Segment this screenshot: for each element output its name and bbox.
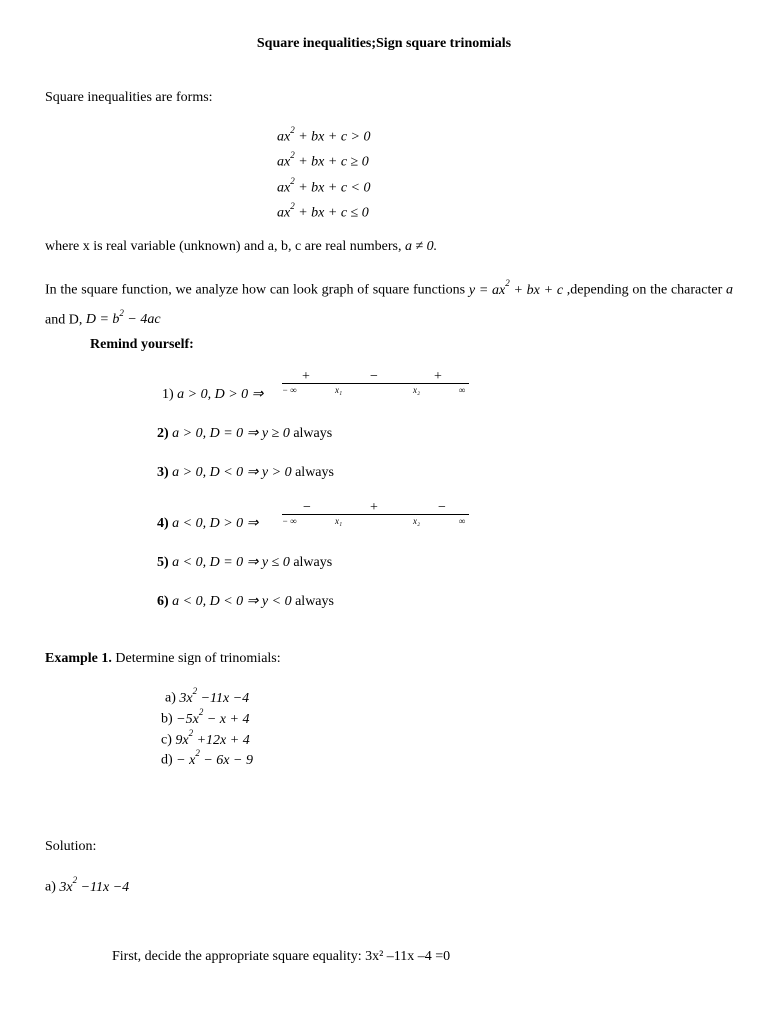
case-6-always: always	[295, 594, 334, 609]
case-2	[157, 427, 332, 441]
case-4-x1: x₁	[335, 516, 343, 526]
case-4	[157, 517, 258, 531]
page-title: Square inequalities;Sign square trinomials	[256, 36, 512, 51]
form-2-rel: ≥ 0	[350, 154, 369, 170]
example-text: Determine sign of trinomials:	[115, 651, 281, 666]
case-1-x2: x₂	[413, 385, 421, 395]
form-2: $ax^2$ + bx + c ≥ 0	[277, 150, 369, 170]
form-4: $ax^2$ + bx + c ≤ 0	[277, 201, 369, 221]
case-3-num: 3)	[157, 465, 169, 480]
case-1-inf: ∞	[459, 385, 466, 395]
case-5-num: 5)	[157, 555, 169, 570]
example-label: Example 1.	[45, 651, 112, 666]
para-and: and D,	[45, 312, 83, 328]
trinomial-d	[161, 748, 253, 768]
case-1-sign-2: −	[370, 369, 378, 384]
trinomial-b	[161, 707, 250, 727]
case-6-result: y < 0	[261, 594, 292, 609]
where-text	[45, 240, 437, 254]
trinomial-a	[165, 686, 250, 706]
case-4-cond: a < 0, D > 0 ⇒	[172, 516, 259, 531]
case-4-sign-1: −	[303, 500, 311, 515]
case-5	[157, 556, 332, 570]
form-1-rel: > 0	[350, 129, 371, 145]
analysis-paragraph	[45, 273, 733, 332]
para-a: a	[726, 282, 733, 298]
case-4-x2: x₂	[413, 516, 421, 526]
case-4-neg-inf: − ∞	[282, 516, 297, 526]
case-5-always: always	[293, 555, 333, 570]
form-3-rel: < 0	[350, 180, 371, 196]
case-6-cond: a < 0, D < 0 ⇒	[172, 594, 259, 609]
case-6-num: 6)	[157, 594, 169, 609]
solution-a-letter: a)	[45, 879, 56, 895]
case-3	[157, 466, 334, 480]
form-4-rel: ≤ 0	[350, 205, 369, 221]
para-start: In the square function, we analyze how can look graph of square functions	[45, 282, 466, 298]
solution-a	[45, 875, 130, 895]
case-1	[162, 388, 263, 402]
case-5-cond: a < 0, D = 0 ⇒	[172, 555, 259, 570]
para-func: $y = ax^2$ + bx + c	[468, 278, 564, 298]
solution-heading: Solution:	[45, 839, 97, 854]
case-1-cond: a > 0, D > 0 ⇒	[177, 387, 264, 402]
example-heading	[45, 652, 281, 666]
para-mid: ,depending on the character	[566, 282, 723, 298]
case-4-sign-3: −	[438, 500, 446, 515]
trinomial-b-letter: b)	[161, 711, 173, 727]
case-3-always: always	[295, 465, 334, 480]
where-body: where x is real variable (unknown) and a, b, c are real numbers,	[45, 239, 402, 254]
remind-heading: Remind yourself:	[90, 337, 194, 352]
trinomial-c-letter: c)	[161, 732, 172, 748]
form-3: $ax^2$ + bx + c < 0	[277, 176, 371, 196]
trinomial-b-expr: $-5x^2 - x + 4$	[176, 707, 250, 727]
case-6	[157, 595, 334, 609]
case-3-cond: a > 0, D < 0 ⇒	[172, 465, 259, 480]
case-1-neg-inf: − ∞	[282, 385, 297, 395]
case-4-inf: ∞	[459, 516, 466, 526]
case-2-always: always	[293, 426, 333, 441]
case-1-x1: x₁	[335, 385, 343, 395]
case-2-cond: a > 0, D = 0 ⇒	[172, 426, 259, 441]
case-2-result: y ≥ 0	[261, 426, 290, 441]
case-3-result: y > 0	[261, 465, 292, 480]
solution-a-expr: $3x^2 -11x -4$	[59, 875, 130, 895]
case-2-num: 2)	[157, 426, 169, 441]
intro-text: Square inequalities are forms:	[45, 90, 213, 105]
first-decide-text: First, decide the appropriate square equality: 3x² –11x –4 =0	[112, 949, 451, 964]
where-condition: a ≠ 0.	[404, 239, 438, 254]
case-1-sign-1: +	[302, 369, 310, 384]
form-1: $ax^2$ + bx + c > 0	[277, 125, 371, 145]
case-1-sign-3: +	[434, 369, 442, 384]
case-4-num: 4)	[157, 516, 169, 531]
case-5-result: y ≤ 0	[261, 555, 290, 570]
trinomial-a-expr: $3x^2 -11x -4$	[179, 686, 250, 706]
trinomial-a-letter: a)	[165, 690, 176, 706]
trinomial-c-expr: $9x^2 +12x + 4$	[175, 728, 250, 748]
case-4-sign-2: +	[370, 500, 378, 515]
trinomial-d-expr: − $x^2 - 6x - 9$	[176, 748, 253, 768]
trinomial-c	[161, 728, 250, 748]
case-1-num: 1)	[162, 387, 174, 402]
para-discriminant: $D = b^2 - 4ac$	[85, 307, 161, 328]
trinomial-d-letter: d)	[161, 752, 173, 768]
